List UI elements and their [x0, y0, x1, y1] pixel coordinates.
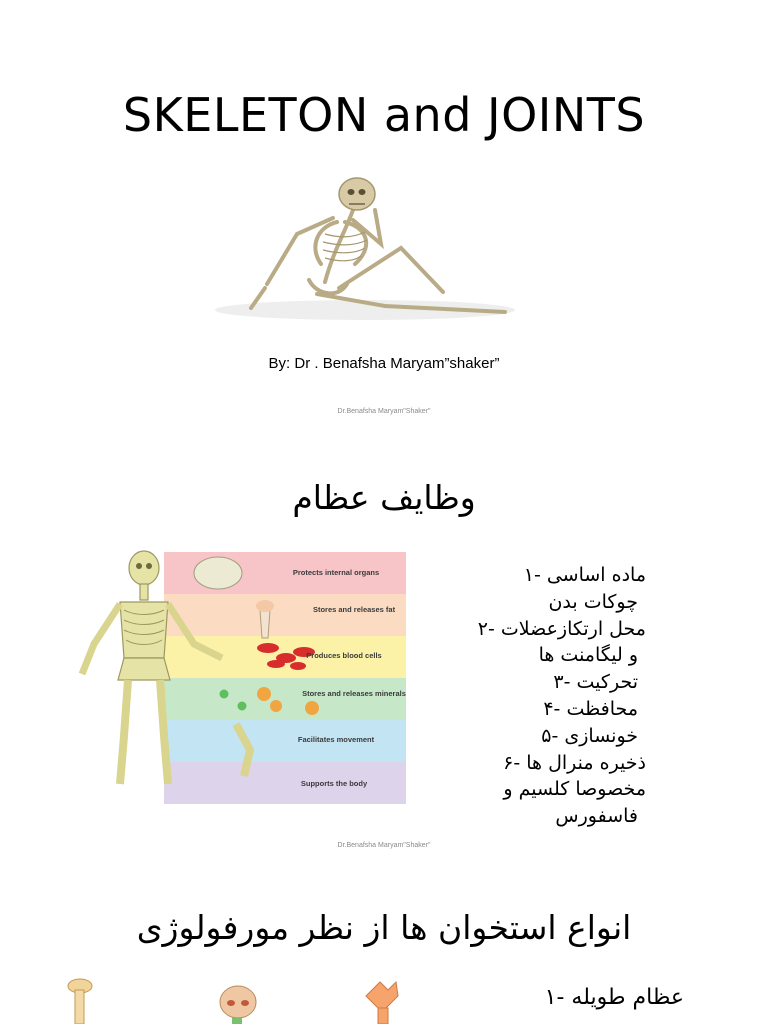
band-minerals — [164, 678, 406, 720]
author-line: By: Dr . Benafsha Maryam”shaker” — [268, 355, 500, 372]
list-item: تحرکیت -۳ — [553, 671, 638, 694]
band-support — [164, 762, 406, 804]
list-item: و لیگامنت ها — [538, 644, 638, 667]
label-blood: Produces blood cells — [306, 651, 382, 660]
label-movement: Facilitates movement — [297, 735, 375, 744]
vertebra-image — [366, 982, 398, 1024]
bone-types-list-item: عظام طویله -۱ — [544, 985, 684, 1010]
list-item: فاسفورس — [555, 805, 638, 828]
list-item: ذخیره منرال ها -۶ — [503, 751, 646, 774]
functions-list — [386, 562, 646, 830]
label-protects: Protects internal organs — [292, 568, 380, 577]
band-fat — [164, 594, 406, 636]
slide-1 — [0, 0, 768, 445]
long-bone-image — [68, 979, 92, 1024]
skull-image — [220, 986, 256, 1024]
list-item: محل ارتکازعضلات -۲ — [477, 617, 646, 640]
list-item: ماده اساسی -۱ — [523, 564, 646, 586]
bone-types-images — [0, 978, 480, 1024]
slide-title: SKELETON and JOINTS — [122, 88, 646, 142]
list-item: خونسازی -۵ — [541, 724, 638, 747]
label-minerals: Stores and releases minerals — [302, 689, 406, 698]
list-item: چوکات بدن — [548, 590, 638, 613]
slide-title: انواع استخوان ها از نظر مورفولوژی — [136, 908, 632, 947]
list-item: محافظت -۴ — [543, 697, 638, 720]
slide-footer: Dr.Benafsha Maryam"Shaker" — [337, 842, 431, 849]
sitting-skeleton-image — [205, 172, 523, 328]
list-item: مخصوصا کلسیم و — [503, 778, 646, 801]
label-fat: Stores and releases fat — [312, 605, 396, 614]
slide-footer: Dr.Benafsha Maryam"Shaker" — [337, 408, 431, 415]
label-support: Supports the body — [300, 779, 368, 788]
slide-title: وظایف عظام — [292, 478, 476, 517]
bone-functions-infographic — [36, 546, 408, 806]
